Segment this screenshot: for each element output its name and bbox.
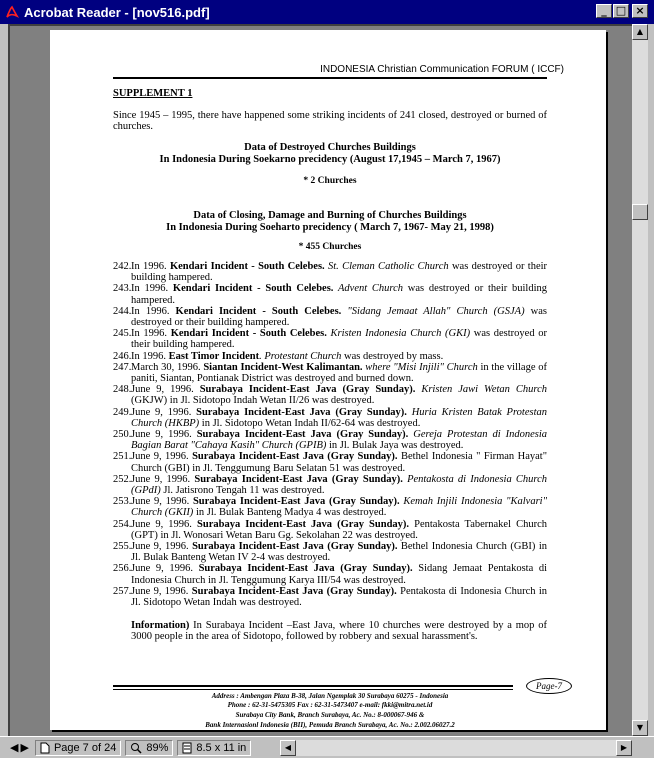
entry-incident: Kendari Incident - South Celebes.	[170, 328, 327, 340]
incident-entry	[113, 474, 547, 496]
entry-number: 251.	[113, 451, 132, 463]
entry-number: 254.	[113, 518, 132, 530]
acrobat-icon	[4, 4, 20, 20]
entry-church: Pentakosta di Indonesia Church (GPdI)	[131, 473, 548, 497]
intro-paragraph: Since 1945 – 1995, there have happened some striking incidents of 241 closed, destroyed or burned of churches.	[113, 110, 547, 133]
entry-incident: Surabaya Incident-East Java (Gray Sunday).	[194, 473, 403, 485]
entry-text	[131, 541, 547, 563]
section1-title-1: Data of Destroyed Churches Buildings	[244, 142, 416, 153]
page-size-indicator[interactable]	[177, 740, 251, 756]
entry-text	[131, 519, 547, 541]
incident-entry	[113, 283, 547, 305]
incident-list	[113, 261, 547, 608]
information-paragraph	[113, 620, 547, 642]
entry-text	[131, 328, 547, 350]
entry-detail: Jl. Jatisrono Tengah 11 was destroyed.	[160, 485, 325, 497]
entry-number: 242.	[113, 261, 132, 272]
entry-church: . Protestant Church	[259, 350, 342, 362]
incident-entry	[113, 429, 547, 451]
entry-number: 245.	[113, 328, 132, 340]
entry-detail: was destroyed or their building hampered.	[131, 328, 547, 351]
entry-incident: East Timor Incident	[168, 350, 260, 362]
entry-text	[131, 362, 547, 384]
entry-incident: Surabaya Incident-East Java (Gray Sunday).	[196, 406, 407, 418]
vertical-scrollbar[interactable]	[632, 24, 648, 736]
entry-detail: was destroyed or their building hampered.	[131, 261, 548, 284]
incident-entry	[113, 407, 547, 429]
entry-text	[131, 496, 547, 518]
entry-incident: Surabaya Incident-East Java (Gray Sunday).	[191, 585, 397, 597]
document-viewport[interactable]	[8, 24, 632, 736]
entry-number: 244.	[113, 305, 132, 317]
entry-detail: in Jl. Sidotopo Wetan Indah II/62-64 was destroyed.	[199, 417, 421, 429]
entry-detail: Bethel Indonesia " Firman Hayat" Church (GBI) in Jl. Tenggumung Baru Selatan 51 was destroyed.	[131, 451, 547, 474]
entry-number: 246.	[113, 350, 132, 362]
entry-detail: Pentakosta di Indonesia Church in Jl. Sidotopo Wetan Indah was destroyed.	[131, 585, 548, 609]
entry-church: Kristen Jawi Wetan Church	[415, 384, 547, 396]
entry-number: 247.	[113, 361, 132, 373]
entry-incident: Surabaya Incident-East Java (Gray Sunday).	[192, 496, 400, 508]
entry-text	[131, 451, 547, 473]
minimize-button[interactable]: _	[596, 4, 612, 18]
incident-entry	[113, 586, 547, 608]
footer-bank-1: Surabaya City Bank, Branch Surabaya, Ac. No.: 8-000067-946 &	[235, 711, 425, 719]
page-size-icon	[182, 742, 192, 754]
entry-text	[131, 563, 547, 585]
maximize-button[interactable]: □	[613, 4, 629, 18]
zoom-text: 89%	[146, 741, 169, 754]
title-bar	[0, 0, 654, 24]
section2-count: * 455 Churches	[298, 242, 362, 252]
entry-text	[131, 384, 547, 406]
footer-bank-2: Bank Internasionl Indonesia (BII), Pemuda Branch Surabaya, Ac. No.: 2.002.06027.2	[205, 721, 455, 729]
entry-church: "Sidang Jemaat Allah" Church (GSJA)	[341, 305, 525, 317]
entry-church: where "Misi Injili" Church	[362, 361, 478, 373]
footer-address: Address : Ambengan Plaza B-38, Jalan Ngemplak 30 Surabaya 60275 - Indonesia	[211, 692, 449, 700]
entry-incident: Surabaya Incident-East Java (Gray Sunday).	[192, 541, 398, 553]
entry-incident: Surabaya Incident-East Java (Gray Sunday).	[198, 563, 413, 575]
prev-page-icon[interactable]: ◀	[10, 742, 19, 754]
entry-date: June 9, 1996.	[131, 563, 199, 575]
entry-detail: was destroyed or their building hampered.	[131, 283, 548, 306]
entry-text	[131, 474, 547, 496]
supplement-heading: SUPPLEMENT 1	[113, 88, 193, 99]
page-icon	[40, 742, 50, 754]
header-rule	[113, 77, 547, 79]
zoom-indicator[interactable]	[125, 740, 173, 756]
entry-date: June 9, 1996.	[131, 473, 195, 485]
information-label: Information)	[131, 620, 190, 631]
entry-incident: Siantan Incident-West Kalimantan.	[203, 361, 363, 373]
entry-date: June 9, 1996.	[131, 429, 197, 441]
entry-text	[131, 261, 547, 283]
entry-number: 255.	[113, 541, 132, 553]
incident-entry	[113, 328, 547, 350]
entry-incident: Surabaya Incident-East Java (Gray Sunday).	[192, 451, 398, 463]
page-indicator[interactable]	[35, 740, 121, 756]
footer-contact: Phone : 62-31-5475305 Fax : 62-31-5473407 e-mail: fkki@mitra.net.id	[227, 701, 433, 709]
scroll-right-button[interactable]: ▶	[616, 740, 632, 756]
page-size-text: 8.5 x 11 in	[196, 741, 247, 754]
entry-date: In 1996.	[131, 305, 176, 317]
entry-detail: in Jl. Bulak Banteng Madya 4 was destroyed.	[193, 507, 387, 519]
entry-church: Kemah Injili Indonesia "Kalvari" Church (GKII)	[131, 496, 548, 519]
pdf-page	[50, 30, 606, 730]
footer-rule-thin	[113, 689, 513, 690]
entry-church: St. Cleman Catholic Church	[324, 261, 449, 272]
entry-date: June 9, 1996.	[131, 541, 193, 553]
entry-number: 249.	[113, 406, 132, 418]
magnifier-icon	[130, 742, 142, 754]
incident-entry	[113, 451, 547, 473]
entry-date: June 9, 1996.	[131, 518, 198, 530]
close-button[interactable]: ×	[632, 4, 648, 18]
entry-number: 257.	[113, 585, 132, 597]
scroll-down-button[interactable]: ▼	[632, 720, 648, 736]
entry-date: March 30, 1996.	[131, 361, 204, 373]
entry-date: June 9, 1996.	[131, 406, 197, 418]
horizontal-scrollbar[interactable]	[280, 740, 632, 756]
incident-entry	[113, 306, 547, 328]
entry-date: June 9, 1996.	[131, 585, 192, 597]
entry-number: 243.	[113, 283, 132, 295]
incident-entry	[113, 519, 547, 541]
incident-entry	[113, 261, 547, 283]
page-header: INDONESIA Christian Communication FORUM ( ICCF)	[320, 64, 564, 75]
entry-date: June 9, 1996.	[131, 384, 200, 396]
scroll-left-button[interactable]: ◀	[280, 740, 296, 756]
incident-entry	[113, 563, 547, 585]
footer-rule	[113, 685, 513, 687]
entry-incident: Kendari Incident - South Celebes.	[175, 305, 342, 317]
entry-text	[131, 351, 547, 362]
entry-incident: Kendari Incident - South Celebes.	[172, 283, 334, 295]
entry-detail: (GKJW) in Jl. Sidotopo Indah Wetan II/26 was destroyed.	[131, 395, 375, 407]
entry-church: Kristen Indonesia Church (GKI)	[326, 328, 471, 340]
entry-detail: Sidang Jemaat Pentakosta di Indonesia Church in Jl. Tenggumung Karya III/54 was destroyed.	[131, 563, 548, 586]
entry-number: 250.	[113, 429, 132, 441]
entry-incident: Surabaya Incident-East Java (Gray Sunday).	[196, 429, 409, 441]
section1-count: * 2 Churches	[303, 176, 357, 186]
entry-date: In 1996.	[131, 283, 173, 295]
section1-title-2: In Indonesia During Soekarno precidency (August 17,1945 – March 7, 1967)	[159, 154, 501, 165]
entry-incident: Surabaya Incident-East Java (Gray Sunday).	[197, 518, 410, 530]
entry-date: In 1996.	[131, 328, 171, 340]
section2-title-2: In Indonesia During Soeharto precidency ( March 7, 1967- May 21, 1998)	[166, 222, 494, 233]
incident-entry	[113, 541, 547, 563]
page-indicator-text: Page 7 of 24	[53, 741, 117, 754]
information-text: In Surabaya Incident –East Java, where 10 churches were destroyed by a mop of 3000 people in the area of Sidotopo, followed by robbery and sexual harassment's.	[131, 620, 547, 643]
page-nav	[8, 740, 31, 756]
entry-text	[131, 306, 547, 328]
entry-church: Huria Kristen Batak Protestan Church (HKBP)	[131, 406, 548, 429]
entry-incident: Surabaya Incident-East Java (Gray Sunday).	[199, 384, 416, 396]
entry-church: Gereja Protestan di Indonesia Bagian Barat "Cahaya Kasih" Church (GPIB)	[131, 429, 548, 452]
incident-entry	[113, 362, 547, 384]
entry-number: 248.	[113, 384, 132, 396]
next-page-icon[interactable]: ▶	[20, 742, 29, 754]
entry-date: June 9, 1996.	[131, 451, 193, 463]
entry-detail: in Jl. Bulak Jaya was destroyed.	[326, 440, 464, 452]
page-number-badge: Page-7	[526, 678, 572, 694]
incident-entry	[113, 496, 547, 518]
scroll-up-button[interactable]: ▲	[632, 24, 648, 40]
window-title: Acrobat Reader - [nov516.pdf]	[24, 4, 210, 20]
entry-text	[131, 429, 547, 451]
entry-number: 253.	[113, 496, 132, 508]
entry-date: June 9, 1996.	[131, 496, 193, 508]
entry-text	[131, 283, 547, 305]
entry-number: 252.	[113, 473, 132, 485]
entry-date: In 1996.	[131, 350, 169, 362]
entry-detail: Bethel Indonesia Church (GBI) in Jl. Bulak Banteng Wetan IV 2-4 was destroyed.	[131, 541, 548, 564]
entry-date: In 1996.	[131, 261, 170, 272]
incident-entry	[113, 351, 547, 362]
entry-text	[131, 407, 547, 429]
entry-incident: Kendari Incident - South Celebes.	[169, 261, 325, 272]
entry-text	[131, 586, 547, 608]
entry-number: 256.	[113, 563, 132, 575]
entry-detail: Pentakosta Tabernakel Church (GPT) in Jl. Wonosari Wetan Baru Gg. Sekolahan 22 was destroyed.	[131, 518, 547, 541]
section2-title-1: Data of Closing, Damage and Burning of Churches Buildings	[193, 210, 467, 221]
scroll-thumb[interactable]	[632, 204, 648, 220]
entry-detail: was destroyed or their building hampered.	[131, 305, 547, 329]
entry-church: Advent Church	[333, 283, 404, 295]
entry-detail: in the village of paniti, Siantan, Pontianak District was destroyed and burned down.	[131, 361, 547, 385]
incident-entry	[113, 384, 547, 406]
entry-detail: was destroyed by mass.	[341, 350, 444, 362]
